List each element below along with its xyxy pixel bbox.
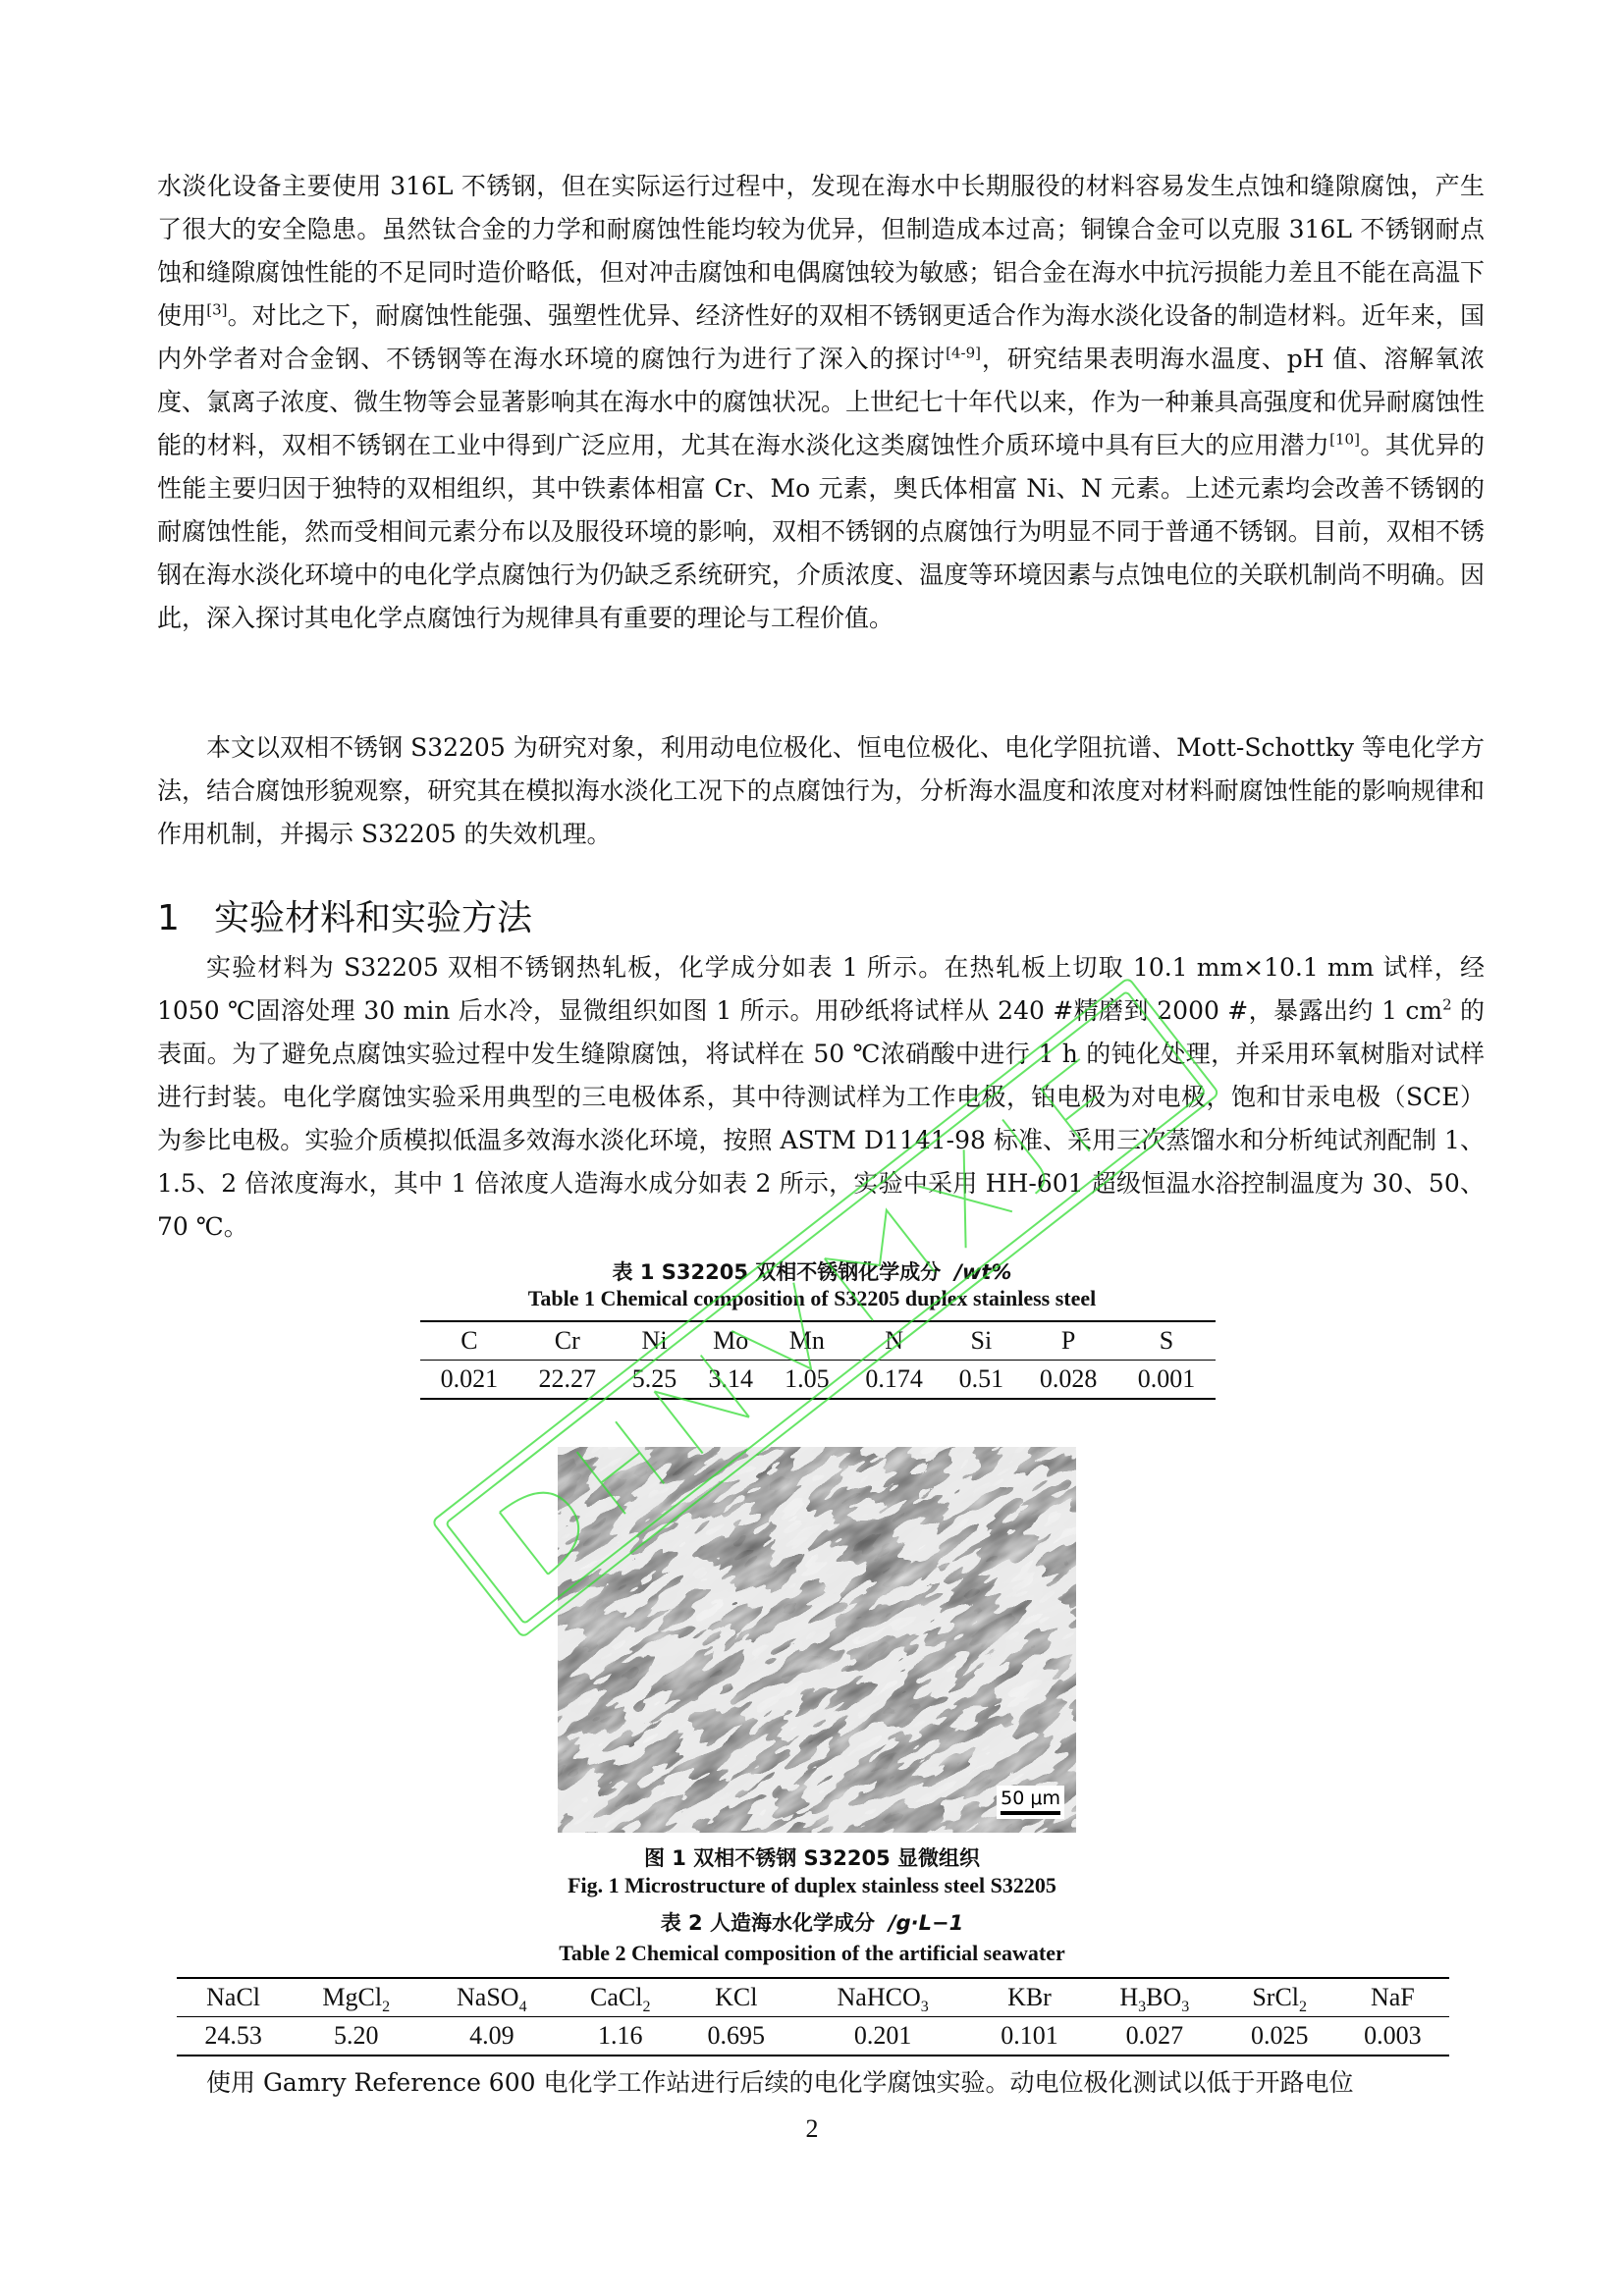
scale-bar [997,1786,1064,1819]
paragraph-text: 实验材料为 S32205 双相不锈钢热轧板，化学成分如表 1 所示。在热轧板上切取 10.1 mm×10.1 mm 试样，经 1050 ℃固溶处理 30 min 后水冷，显微组织如图 1 所示。用砂纸将试样从 240 #精磨到 2000 #，暴露出约 1 cm [157,953,1485,1025]
table2-value-cell: 4.09 [469,2021,514,2050]
table1-value-cell: 1.05 [785,1364,830,1393]
body-paragraph-1 [157,165,1485,640]
scale-bar-line [1001,1811,1060,1815]
formula-tail: BO [1146,1983,1182,2011]
table1-caption-en: Table 1 Chemical composition of S32205 duplex stainless steel [527,1286,1097,1310]
formula-main: H [1119,1983,1139,2011]
table1-header-cell: Si [944,1321,1020,1361]
table2-value-cell: 0.201 [853,2021,912,2050]
micrograph-texture [558,1447,1076,1833]
table1-header-cell: Mn [769,1321,845,1361]
table-row [420,1361,1216,1400]
table1-value-cell: 0.51 [958,1364,1004,1393]
citation[interactable]: [10] [1329,430,1360,449]
formula-main: NaF [1370,1983,1415,2011]
table1-header-cell: P [1019,1321,1117,1361]
table1-value-cell: 0.174 [865,1364,923,1393]
table1-value-cell: 0.021 [440,1364,499,1393]
formula-main: MgCl [322,1983,383,2011]
formula-subscript: 3 [1138,1999,1147,2016]
table1-header-cell: Ni [617,1321,693,1361]
table1-value-cell: 22.27 [538,1364,597,1393]
section-heading [157,895,532,942]
paragraph-text: 。其优异的性能主要归因于独特的双相组织，其中铁素体相富 Cr、Mo 元素，奥氏体相富 Ni、N 元素。上述元素均会改善不锈钢的耐腐蚀性能，然而受相间元素分布以及服役环境的影响，双相不锈钢的点腐蚀行为明显不同于普通不锈钢。目前，双相不锈钢在海水淡化环境中的电化学点腐蚀行为仍缺乏系统研究，介质浓度、温度等环境因素与点蚀电位的关联机制尚不明确。因此，深入探讨其电化学点腐蚀行为规律具有重要的理论与工程价值。 [157,431,1485,632]
table-header-row [420,1321,1216,1361]
formula-subscript: 2 [642,1999,651,2016]
formula-main: NaSO [457,1983,519,2011]
formula-subscript: 3 [1181,1999,1190,2016]
table2-value-cell: 24.53 [204,2021,262,2050]
formula-main: KBr [1007,1983,1052,2011]
table2-header-cell [792,1978,973,2017]
scale-label: 50 μm [1001,1788,1060,1809]
paragraph-text: ，研究结果表明海水温度、pH 值、溶解氧浓度、氯离子浓度、微生物等会显著影响其在海水中的腐蚀状况。上世纪七十年代以来，作为一种兼具高强度和优异耐腐蚀性能的材料，双相不锈钢在工业中得到广泛应用，尤其在海水淡化这类腐蚀性介质环境中具有巨大的应用潜力 [157,345,1485,459]
table2-header-cell [679,1978,792,2017]
formula-subscript: 4 [518,1999,527,2016]
table2 [177,1977,1449,2056]
table1-value-cell: 3.14 [708,1364,753,1393]
table2-caption-zh [0,1907,1624,1937]
table2-value-cell: 1.16 [597,2021,643,2050]
table2-header-cell [973,1978,1086,2017]
table1-header-cell: C [420,1321,518,1361]
table2-header-cell [1223,1978,1336,2017]
table1-value-cell: 0.028 [1039,1364,1098,1393]
formula-main: SrCl [1252,1983,1300,2011]
table1-header-cell: Cr [518,1321,617,1361]
table2-header-cell [290,1978,422,2017]
formula-main: KCl [715,1983,758,2011]
figure1-caption-zh: 图 1 双相不锈钢 S32205 显微组织 [643,1846,981,1870]
table1-header-cell: S [1117,1321,1216,1361]
table2-caption-en: Table 2 Chemical composition of the artificial seawater [559,1941,1065,1965]
formula-main: NaCl [206,1983,261,2011]
page-number: 2 [805,2114,819,2143]
body-paragraph-4: 使用 Gamry Reference 600 电化学工作站进行后续的电化学腐蚀实验。动电位极化测试以低于开路电位 [206,2068,1354,2097]
caption-text: 表 1 S32205 双相不锈钢化学成分 [612,1260,942,1284]
table1-header-cell: N [845,1321,944,1361]
table-header-row [177,1978,1449,2017]
table2-value-cell: 0.695 [707,2021,766,2050]
table2-value-cell: 0.101 [1001,2021,1058,2050]
section-title: 实验材料和实验方法 [214,898,533,938]
body-paragraph-2: 本文以双相不锈钢 S32205 为研究对象，利用动电位极化、恒电位极化、电化学阻抗谱、Mott-Schottky 等电化学方法，结合腐蚀形貌观察，研究其在模拟海水淡化工况下的点腐蚀行为，分析海水温度和浓度对材料耐腐蚀性能的影响规律和作用机制，并揭示 S32205 的失效机理。 [157,733,1485,848]
figure1-caption-en: Fig. 1 Microstructure of duplex stainless steel S32205 [568,1873,1056,1897]
section-number: 1 [157,898,180,938]
table1-value-cell: 5.25 [631,1364,677,1393]
table2-header-cell [422,1978,561,2017]
caption-unit: /wt% [954,1260,1012,1284]
body-paragraph-3 [157,946,1485,1249]
citation[interactable]: [4-9] [946,344,981,362]
superscript: 2 [1442,995,1452,1014]
formula-main: NaHCO [837,1983,921,2011]
formula-subscript: 2 [382,1999,391,2016]
table1-value-cell: 0.001 [1137,1364,1196,1393]
table2-value-cell: 0.027 [1125,2021,1184,2050]
paragraph-text: 的表面。为了避免点腐蚀实验过程中发生缝隙腐蚀，将试样在 50 ℃浓硝酸中进行 1 h 的钝化处理，并采用环氧树脂对试样进行封装。电化学腐蚀实验采用典型的三电极体系，其中待测试样为工作电极，铂电极为对电极，饱和甘汞电极（SCE）为参比电极。实验介质模拟低温多效海水淡化环境，按照 ASTM D1141-98 标准、采用三次蒸馏水和分析纯试剂配制 1、1.5、2 倍浓度海水，其中 1 倍浓度人造海水成分如表 2 所示，实验中采用 HH-601 超级恒温水浴控制温度为 30、50、70 ℃。 [157,996,1485,1241]
paragraph-text: 。对比之下，耐腐蚀性能强、强塑性优异、经济性好的双相不锈钢更适合作为海水淡化设备的制造材料。近年来，国内外学者对合金钢、不锈钢等在海水环境的腐蚀行为进行了深入的探讨 [157,301,1485,373]
micrograph-image [558,1447,1076,1833]
paragraph-text: 水淡化设备主要使用 316L 不锈钢，但在实际运行过程中，发现在海水中长期服役的材料容易发生点蚀和缝隙腐蚀，产生了很大的安全隐患。虽然钛合金的力学和耐腐蚀性能均较为优异，但制造成本过高；铜镍合金可以克服 316L 不锈钢耐点蚀和缝隙腐蚀性能的不足同时造价略低，但对冲击腐蚀和电偶腐蚀较为敏感；铝合金在海水中抗污损能力差且不能在高温下使用 [157,172,1485,330]
formula-main: CaCl [590,1983,643,2011]
table2-header-cell [177,1978,290,2017]
caption-unit: /g·L−1 [888,1911,964,1935]
table2-header-cell [561,1978,679,2017]
table1-caption-zh [0,1256,1624,1286]
table2-value-cell: 0.003 [1364,2021,1422,2050]
table2-value-cell: 0.025 [1250,2021,1309,2050]
formula-subscript: 2 [1299,1999,1308,2016]
table2-header-cell [1336,1978,1449,2017]
table2-value-cell: 5.20 [334,2021,379,2050]
table1-header-cell: Mo [692,1321,769,1361]
table2-header-cell [1086,1978,1223,2017]
citation[interactable]: [3] [206,300,228,319]
formula-subscript: 3 [920,1999,929,2016]
caption-text: 表 2 人造海水化学成分 [660,1911,875,1935]
table1 [420,1320,1216,1400]
table-row [177,2017,1449,2056]
